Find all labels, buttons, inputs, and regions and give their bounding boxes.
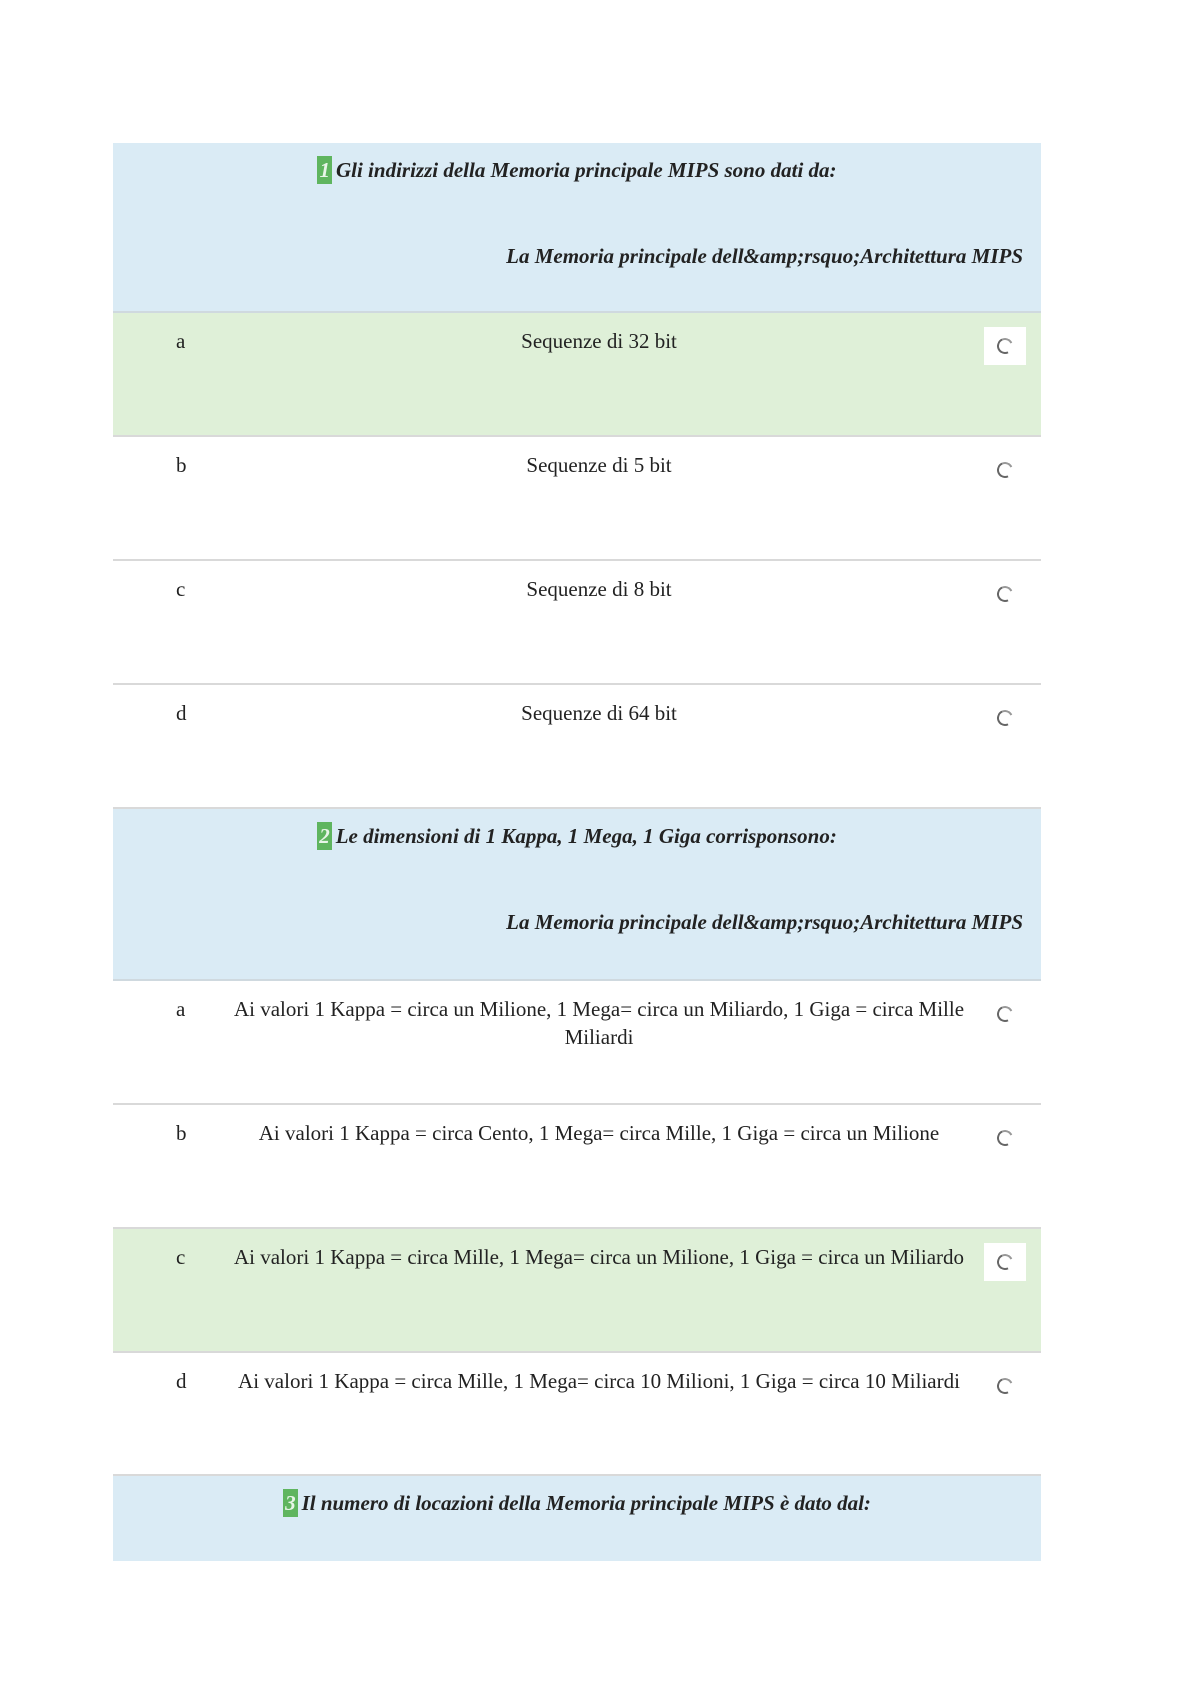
q1-option-c[interactable] bbox=[113, 561, 1041, 685]
q2-option-d[interactable] bbox=[113, 1353, 1041, 1476]
option-letter: c bbox=[176, 577, 186, 601]
question-text: Il numero di locazioni della Memoria principale MIPS è dato dal: bbox=[301, 1491, 871, 1515]
option-letter: c bbox=[176, 1245, 186, 1269]
q1-option-b[interactable] bbox=[113, 437, 1041, 561]
question-3-header bbox=[113, 1476, 1041, 1561]
option-letter: d bbox=[176, 701, 187, 725]
question-number-badge: 2 bbox=[319, 824, 330, 848]
option-letter: d bbox=[176, 1369, 187, 1393]
q1-option-a[interactable] bbox=[113, 313, 1041, 437]
radio-icon bbox=[995, 708, 1016, 729]
option-text: Ai valori 1 Kappa = circa un Milione, 1 Mega= circa un Miliardo, 1 Giga = circa Mille Miliardi bbox=[233, 997, 965, 1049]
radio-button[interactable] bbox=[984, 1243, 1026, 1281]
radio-icon bbox=[995, 336, 1016, 357]
question-number-badge: 3 bbox=[285, 1491, 296, 1515]
radio-button[interactable] bbox=[984, 1367, 1026, 1405]
option-text: Sequenze di 5 bit bbox=[526, 453, 672, 477]
question-1-header bbox=[113, 143, 1041, 313]
question-text: Le dimensioni di 1 Kappa, 1 Mega, 1 Giga corrisponsono: bbox=[335, 824, 837, 848]
question-3-title bbox=[131, 1489, 1023, 1517]
option-letter: b bbox=[176, 453, 187, 477]
radio-button[interactable] bbox=[984, 575, 1026, 613]
option-text: Sequenze di 64 bit bbox=[521, 701, 677, 725]
quiz-container bbox=[113, 143, 1041, 1561]
radio-button[interactable] bbox=[984, 451, 1026, 489]
radio-button[interactable] bbox=[984, 327, 1026, 365]
option-text: Sequenze di 32 bit bbox=[521, 329, 677, 353]
option-letter: b bbox=[176, 1121, 187, 1145]
radio-icon bbox=[995, 1004, 1016, 1025]
radio-button[interactable] bbox=[984, 995, 1026, 1033]
radio-button[interactable] bbox=[984, 1119, 1026, 1157]
radio-button[interactable] bbox=[984, 699, 1026, 737]
question-number-badge: 1 bbox=[319, 158, 330, 182]
radio-icon bbox=[995, 460, 1016, 481]
question-2-topic: La Memoria principale dell&amp;rsquo;Architettura MIPS bbox=[506, 910, 1023, 934]
question-2-header bbox=[113, 809, 1041, 981]
question-text: Gli indirizzi della Memoria principale MIPS sono dati da: bbox=[335, 158, 837, 182]
radio-icon bbox=[995, 584, 1016, 605]
option-text: Ai valori 1 Kappa = circa Cento, 1 Mega= circa Mille, 1 Giga = circa un Milione bbox=[258, 1121, 940, 1145]
q2-option-a[interactable] bbox=[113, 981, 1041, 1105]
option-text: Sequenze di 8 bit bbox=[526, 577, 672, 601]
option-letter: a bbox=[176, 997, 186, 1021]
option-letter: a bbox=[176, 329, 186, 353]
question-1-title bbox=[131, 156, 1023, 184]
question-1-topic: La Memoria principale dell&amp;rsquo;Architettura MIPS bbox=[506, 244, 1023, 268]
radio-icon bbox=[995, 1252, 1016, 1273]
question-2-title bbox=[131, 822, 1023, 850]
option-text: Ai valori 1 Kappa = circa Mille, 1 Mega= circa 10 Milioni, 1 Giga = circa 10 Miliardi bbox=[238, 1369, 960, 1393]
option-text: Ai valori 1 Kappa = circa Mille, 1 Mega= circa un Milione, 1 Giga = circa un Miliardo bbox=[233, 1245, 965, 1269]
q2-option-c[interactable] bbox=[113, 1229, 1041, 1353]
radio-icon bbox=[995, 1128, 1016, 1149]
q1-option-d[interactable] bbox=[113, 685, 1041, 809]
q2-option-b[interactable] bbox=[113, 1105, 1041, 1229]
radio-icon bbox=[995, 1376, 1016, 1397]
